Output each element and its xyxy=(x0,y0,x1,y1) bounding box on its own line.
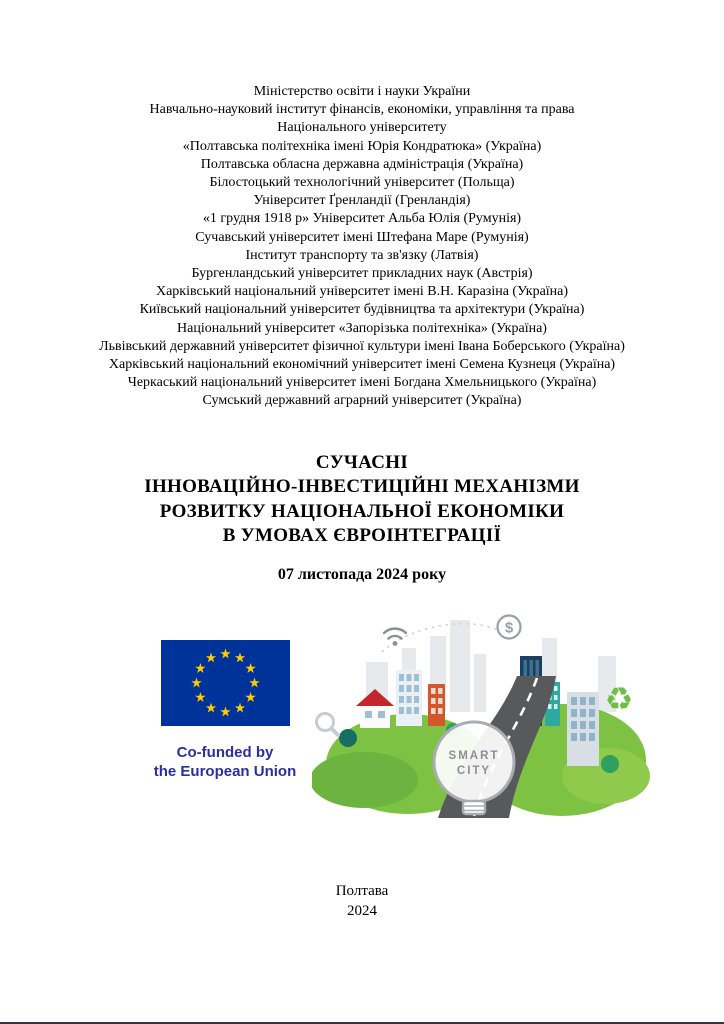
eu-caption xyxy=(150,743,300,781)
dollar-glyph: $ xyxy=(504,619,514,637)
title-line: В УМОВАХ ЄВРОІНТЕГРАЦІЇ xyxy=(222,525,502,547)
conference-date: 07 листопада 2024 року xyxy=(277,565,447,583)
organizer-line: Інститут транспорту та зв'язку (Латвія) xyxy=(245,247,479,263)
eu-logo xyxy=(150,640,300,781)
organizer-line: Національного університету xyxy=(277,120,447,136)
organizer-line: Білостоцький технологічний університет (Польща) xyxy=(209,175,515,191)
title-line: ІННОВАЦІЙНО-ІНВЕСТИЦІЙНІ МЕХАНІЗМИ xyxy=(144,476,580,498)
imprint-year: 2024 xyxy=(347,903,377,919)
title-line: РОЗВИТКУ НАЦІОНАЛЬНОЇ ЕКОНОМІКИ xyxy=(159,500,565,522)
tree-icon xyxy=(339,729,357,747)
organizer-line: Полтавська обласна державна адміністрація (Україна) xyxy=(200,156,524,172)
title-line: СУЧАСНІ xyxy=(315,451,409,473)
wifi-icon xyxy=(384,628,406,645)
tree-icon xyxy=(601,755,619,773)
eu-caption-line1: Co-funded by xyxy=(176,743,274,761)
recycle-icon: ♻ xyxy=(604,680,634,717)
organizer-line: Харківський національний університет імені В.Н. Каразіна (Україна) xyxy=(155,284,569,300)
organizer-line: Навчально-науковий інститут фінансів, економіки, управління та права xyxy=(149,102,575,118)
imprint-city: Полтава xyxy=(335,883,389,899)
logos-row xyxy=(0,610,724,820)
organizer-line: Львівський державний університет фізичної культури імені Івана Боберського (Україна) xyxy=(99,338,625,354)
organizer-line: Черкаський національний університет імені Богдана Хмельницького (Україна) xyxy=(127,375,597,391)
city-label: CITY xyxy=(456,764,492,777)
organizer-line: Київський національний університет будівництва та архітектури (Україна) xyxy=(139,302,585,318)
dollar-icon xyxy=(498,615,521,638)
organizer-line: «1 грудня 1918 р» Університет Альба Юлія (Румунія) xyxy=(202,211,522,227)
smart-label: SMART xyxy=(448,749,500,762)
organizer-line: Бургенландський університет прикладних наук (Австрія) xyxy=(191,266,533,282)
eu-flag xyxy=(161,640,290,726)
organizer-line: Сумський державний аграрний університет (Україна) xyxy=(202,393,522,409)
organizer-line: «Полтавська політехніка імені Юрія Кондратюка» (Україна) xyxy=(182,138,542,154)
left-hill-shade xyxy=(312,752,418,808)
conference-title xyxy=(0,451,724,549)
organizer-line: Міністерство освіти і науки України xyxy=(253,84,471,99)
organizer-line: Харківський національний економічний університет імені Семена Кузнеця (Україна) xyxy=(108,357,616,373)
smart-city-illustration xyxy=(312,610,652,820)
organizer-line: Сучавський університет імені Штефана Маре (Румунія) xyxy=(195,229,529,245)
organizer-line: Національний університет «Запорізька політехніка» (Україна) xyxy=(177,320,547,336)
search-icon xyxy=(317,713,339,735)
organizers-list xyxy=(0,0,724,411)
eu-caption-line2: the European Union xyxy=(153,762,297,780)
organizer-line: Університет Ґренландії (Гренландія) xyxy=(253,193,471,209)
imprint xyxy=(0,881,724,921)
